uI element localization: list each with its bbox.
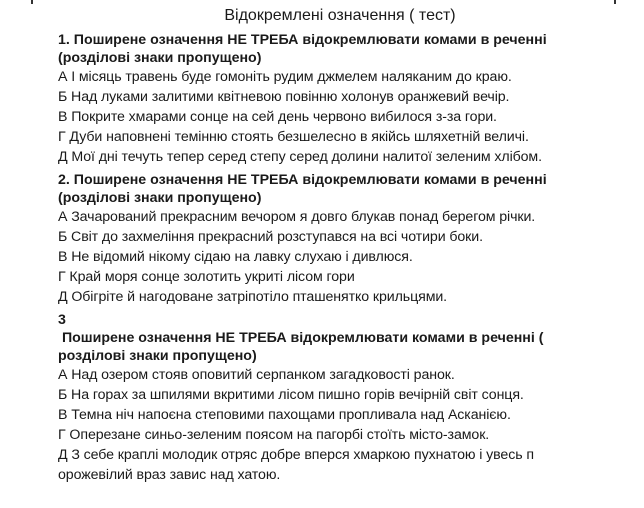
question-1 bbox=[58, 31, 638, 167]
question-1-option-d: Д Мої дні течуть тепер серед степу серед долини налитої зеленим хлібом. bbox=[58, 149, 542, 165]
crop-mark-left bbox=[31, 0, 33, 4]
question-1-heading-line2: (розділові знаки пропущено) bbox=[58, 50, 262, 66]
question-2-option-b: Б Світ до захмеління прекрасний розступався на всі чотири боки. bbox=[58, 229, 483, 245]
page-title: Відокремлені означення ( тест) bbox=[224, 7, 456, 24]
question-1-option-g: Г Дуби наповнені темінню стоять безшелесно в якійсь шляхетній величі. bbox=[58, 129, 529, 145]
question-1-option-a: А І місяць травень буде гомоніть рудим джмелем наляканим до краю. bbox=[58, 69, 512, 85]
question-3 bbox=[58, 311, 638, 485]
question-3-option-d-continued: орожевілий враз завис над хатою. bbox=[58, 467, 281, 483]
question-3-option-a: А Над озером стояв оповитий серпанком загадковості ранок. bbox=[58, 367, 455, 383]
question-2-option-v: В Не відомий нікому сідаю на лавку слухаю і дивлюся. bbox=[58, 249, 413, 265]
question-3-option-v: В Темна ніч напоєна степовими пахощами пропливала над Асканією. bbox=[58, 407, 511, 423]
crop-mark-right bbox=[614, 0, 616, 4]
question-2-option-g: Г Край моря сонце золотить укриті лісом гори bbox=[58, 269, 355, 285]
question-1-heading-line1: 1. Поширене означення НЕ ТРЕБА відокремлювати комами в реченні bbox=[58, 32, 547, 48]
question-1-option-b: Б Над луками залитими квітневою повінню холонув оранжевий вечір. bbox=[58, 89, 510, 105]
question-3-option-d: Д З себе краплі молодик отряс добре вперся хмаркою пухнатою і увесь п bbox=[58, 447, 534, 463]
question-3-option-g: Г Оперезане синьо-зеленим поясом на пагорбі стоїть місто-замок. bbox=[58, 427, 490, 443]
question-3-number: 3 bbox=[58, 312, 66, 328]
question-3-heading-line1: Поширене означення НЕ ТРЕБА відокремлювати комами в реченні ( bbox=[58, 330, 544, 346]
question-2-heading-line1: 2. Поширене означення НЕ ТРЕБА відокремлювати комами в реченні bbox=[58, 172, 547, 188]
question-3-heading-line2: розділові знаки пропущено) bbox=[58, 348, 257, 364]
question-2-option-d: Д Обігріте й нагодоване затріпотіло пташенятко крильцями. bbox=[58, 289, 448, 305]
test-content bbox=[58, 31, 638, 489]
question-2 bbox=[58, 171, 638, 307]
question-2-heading-line2: (розділові знаки пропущено) bbox=[58, 190, 262, 206]
question-1-option-v: В Покрите хмарами сонце на сей день червоно вибилося з-за гори. bbox=[58, 109, 497, 125]
question-2-option-a: А Зачарований прекрасним вечором я довго блукав понад берегом річки. bbox=[58, 209, 536, 225]
question-3-option-b: Б На горах за шпилями вкритими лісом пишно горів вечірній світ сонця. bbox=[58, 387, 524, 403]
